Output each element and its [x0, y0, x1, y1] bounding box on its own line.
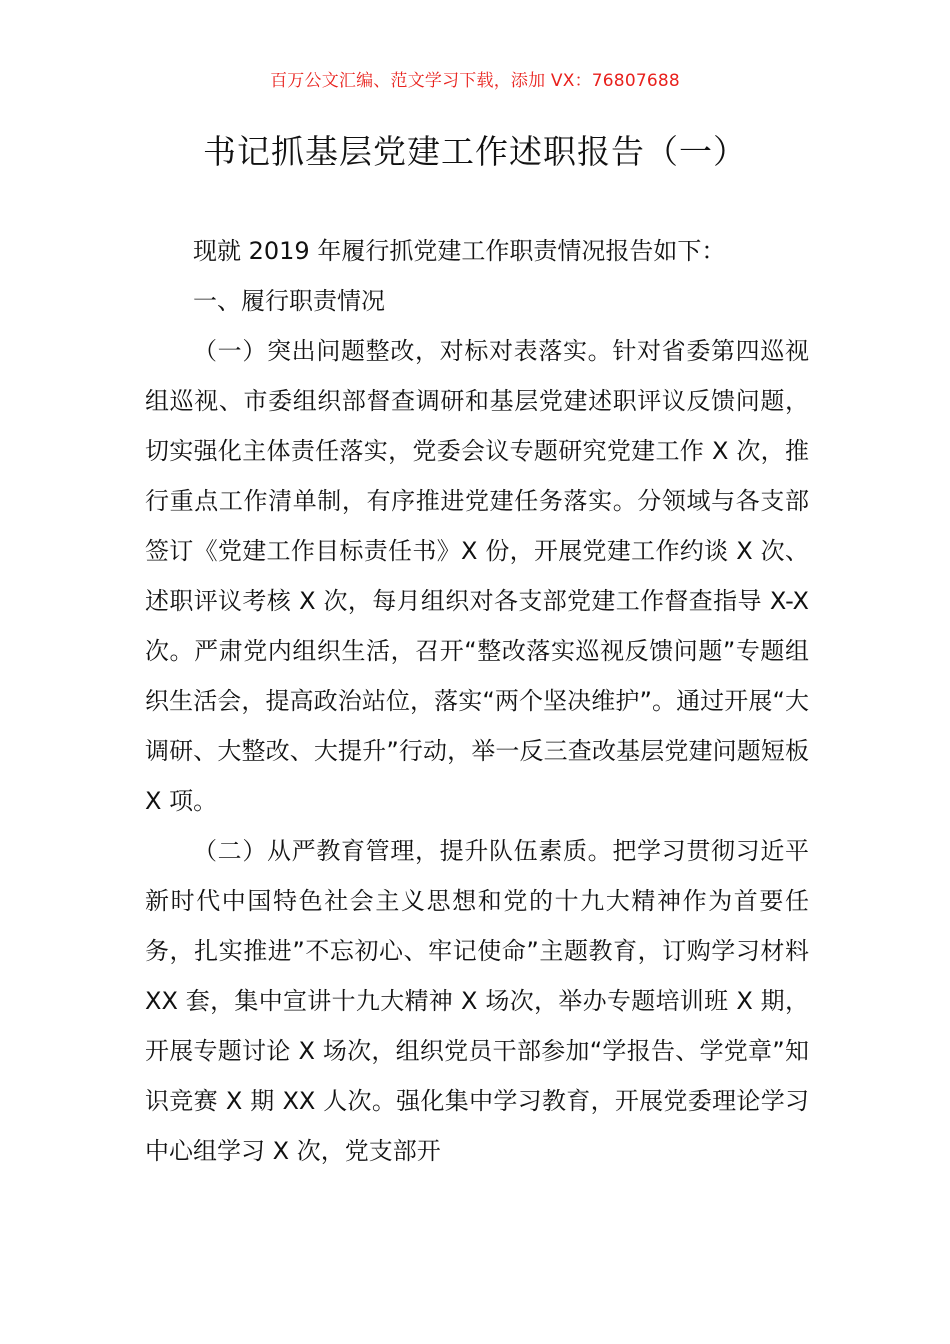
document-body	[145, 226, 809, 1176]
section-heading: 一、履行职责情况	[193, 287, 385, 315]
paragraph-2: （二）从严教育管理，提升队伍素质。把学习贯彻习近平新时代中国特色社会主义思想和党的十九大精神作为首要任务，扎实推进”不忘初心、牢记使命”主题教育，订购学习材料 XX 套，集中宣讲十九大精神 X 场次，举办专题培训班 X 期，开展专题讨论 X 场次，组织党员干部参加“学报告、学党章”知识竞赛 X 期 XX 人次。强化集中学习教育，开展党委理论学习中心组学习 X 次，党支部开	[145, 837, 809, 1165]
intro-paragraph: 现就 2019 年履行抓党建工作职责情况报告如下：	[193, 237, 726, 265]
document-title: 书记抓基层党建工作述职报告（一）	[203, 132, 747, 171]
header-note: 百万公文汇编、范文学习下载，添加 VX：76807688	[270, 71, 680, 91]
paragraph-1: （一）突出问题整改，对标对表落实。针对省委第四巡视组巡视、市委组织部督查调研和基层党建述职评议反馈问题，切实强化主体责任落实，党委会议专题研究党建工作 X 次，推行重点工作清单制，有序推进党建任务落实。分领域与各支部签订《党建工作目标责任书》X 份，开展党建工作约谈 X 次、述职评议考核 X 次，每月组织对各支部党建工作督查指导 X-X 次。严肃党内组织生活，召开“整改落实巡视反馈问题”专题组织生活会，提高政治站位，落实“两个坚决维护”。通过开展“大调研、大整改、大提升”行动，举一反三查改基层党建问题短板 X 项。	[145, 337, 809, 815]
